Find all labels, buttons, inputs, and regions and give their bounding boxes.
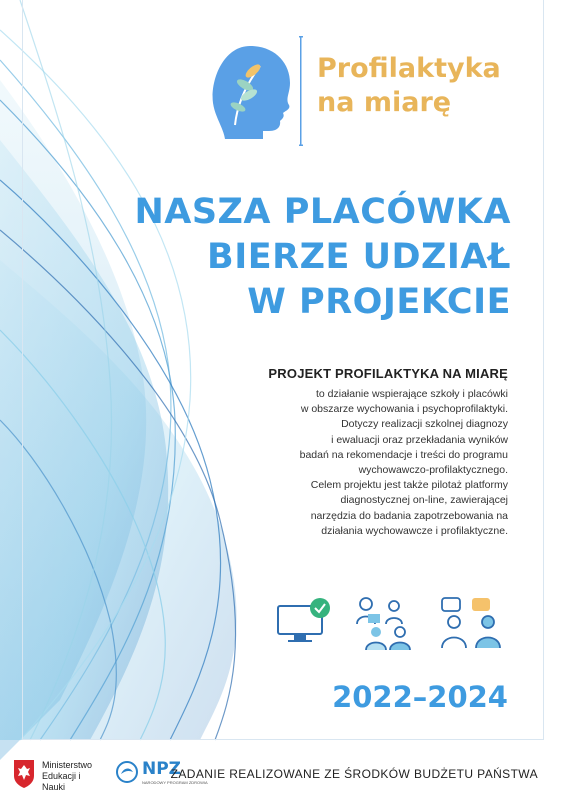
ministry-name: Ministerstwo Edukacji i Nauki [42,760,93,792]
description-line: diagnostycznej on-line, zawierającej [340,494,508,507]
logo-line2: na miarę [317,87,452,118]
description-line: to działanie wspierające szkoły i placówki [315,388,508,400]
description-line: Dotyczy realizacji szkolnej diagnozy [341,418,508,431]
funding-note: ZADANIE REALIZOWANE ZE ŚRODKÓW BUDŻETU PAŃSTWA [170,767,538,781]
description-line: badań na rekomendacje i treści do programu [299,448,508,461]
description-line: w obszarze wychowania i psychoprofilaktyki. [300,403,508,416]
computer-check-icon [274,594,336,650]
description-line: działania wychowawcze i profilaktyczne. [321,524,508,537]
child-head-leaf-icon [205,41,295,141]
headline [134,190,511,325]
headline-line1: NASZA PLACÓWKA [134,192,511,232]
ministry-logo [12,758,102,794]
logo-text [317,52,501,120]
project-logo [205,36,525,146]
description-line: wychowawczo-profilaktycznego. [358,464,508,477]
description-text [218,387,508,539]
footer [0,744,566,800]
npz-sub-label: NARODOWY PROGRAM ZDROWIA [142,780,208,785]
group-learning-icon [354,594,416,650]
polish-eagle-icon [12,758,36,788]
project-years: 2022–2024 [332,680,508,714]
description-line: i ewaluacji oraz przekładania wyników [331,433,508,446]
headline-line2: BIERZE UDZIAŁ [207,237,511,277]
logo-line1: Profilaktyka [317,53,501,84]
description-title: PROJEKT PROFILAKTYKA NA MIARĘ [268,366,508,381]
logo-divider [299,36,303,146]
headline-line3: W PROJEKCIE [247,282,511,322]
npz-emblem-icon [116,761,138,783]
icon-row [270,594,510,654]
description-line: Celem projektu jest także pilotaż platformy [310,479,508,492]
conversation-icon [438,594,506,650]
npz-label: NPZ [142,759,182,779]
description-line: narzędzia do badania zapotrzebowania na [310,509,508,522]
